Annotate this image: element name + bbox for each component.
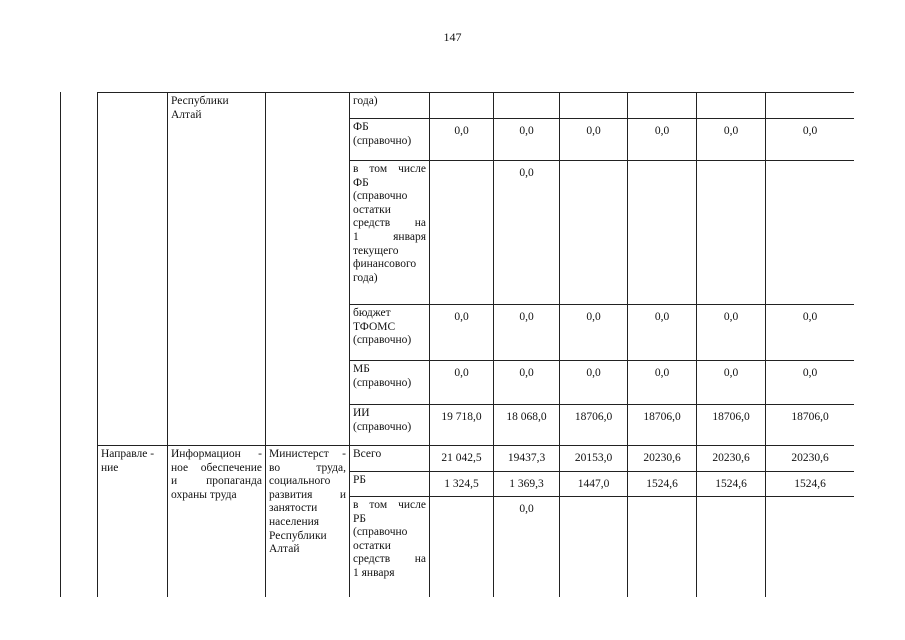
value-cell xyxy=(697,305,766,361)
table-row xyxy=(98,93,855,119)
value-cell-text: 18706,0 xyxy=(643,411,681,423)
value-cell-text: 0,0 xyxy=(519,125,534,137)
funding-source-line: года) xyxy=(353,271,378,284)
value-cell-text: 0,0 xyxy=(723,367,739,379)
value-cell-text: 0,0 xyxy=(454,311,469,323)
value-cell xyxy=(494,161,560,305)
budget-table-container xyxy=(97,92,854,597)
value-cell-text: 0,0 xyxy=(654,125,670,137)
value-cell xyxy=(430,446,494,472)
responsible-executor-line: населения xyxy=(269,515,320,528)
value-cell xyxy=(494,497,560,597)
value-cell-text: 0,0 xyxy=(586,367,601,379)
value-cell xyxy=(697,119,766,161)
value-cell xyxy=(560,161,628,305)
value-cell-text: 18 068,0 xyxy=(506,411,547,423)
value-cell xyxy=(628,472,697,497)
value-cell xyxy=(430,361,494,405)
funding-source-line: текущего xyxy=(353,244,399,257)
col-responsible-empty xyxy=(266,93,350,446)
funding-source-line: МБ xyxy=(353,363,370,375)
responsible-executor-line: Республики xyxy=(269,529,327,542)
value-cell-text: 20230,6 xyxy=(712,452,750,464)
funding-source-line: (справочно) xyxy=(353,376,412,389)
responsible-executor-line: во труда, xyxy=(269,461,346,474)
funding-source-line: ИИ xyxy=(353,407,370,419)
funding-source-line: (справочно) xyxy=(353,334,412,347)
funding-source-line: года) xyxy=(353,95,378,107)
value-cell xyxy=(560,93,628,119)
value-cell xyxy=(430,405,494,446)
funding-source-line: ФБ xyxy=(353,176,369,189)
value-cell xyxy=(628,161,697,305)
responsible-executor xyxy=(266,446,350,597)
value-cell xyxy=(697,161,766,305)
funding-source-line: (справочно xyxy=(353,526,408,539)
funding-source-line: в том числе xyxy=(353,163,426,175)
value-cell-text: 0,0 xyxy=(519,311,534,323)
funding-source-line: ФБ xyxy=(353,121,369,133)
responsible-executor-line: социального xyxy=(269,475,331,488)
value-cell-text: 19 718,0 xyxy=(441,411,482,423)
value-cell xyxy=(430,497,494,597)
value-cell xyxy=(560,361,628,405)
value-cell xyxy=(766,305,855,361)
value-cell-text: 0,0 xyxy=(519,503,534,515)
funding-source-line: бюджет xyxy=(353,307,391,319)
responsible-executor-line: Министерст - xyxy=(269,448,346,460)
value-cell-text: 19437,3 xyxy=(507,452,546,464)
executor-continuation xyxy=(168,93,266,446)
value-cell xyxy=(766,405,855,446)
direction-label xyxy=(98,446,168,597)
value-cell xyxy=(430,93,494,119)
value-cell xyxy=(560,446,628,472)
funding-source-line: РБ xyxy=(353,512,366,525)
value-cell-text: 0,0 xyxy=(519,367,534,379)
activity-name-line: и пропаганда xyxy=(171,475,262,488)
left-margin-rule xyxy=(60,92,61,597)
responsible-executor-line: Алтай xyxy=(269,543,300,556)
funding-source xyxy=(350,472,430,497)
executor-continuation-text: Республики Алтай xyxy=(171,95,229,121)
funding-source xyxy=(350,446,430,472)
value-cell xyxy=(560,497,628,597)
value-cell xyxy=(628,405,697,446)
value-cell xyxy=(628,497,697,597)
value-cell-text: 0,0 xyxy=(802,311,818,323)
funding-source xyxy=(350,119,430,161)
funding-source xyxy=(350,93,430,119)
value-cell-text: 18706,0 xyxy=(791,411,829,423)
value-cell-text: 0,0 xyxy=(519,167,534,179)
value-cell xyxy=(697,361,766,405)
value-cell xyxy=(628,446,697,472)
value-cell xyxy=(766,446,855,472)
value-cell xyxy=(494,93,560,119)
value-cell xyxy=(766,161,855,305)
value-cell-text: 18706,0 xyxy=(712,411,750,423)
value-cell-text: 21 042,5 xyxy=(441,452,482,464)
value-cell-text: 0,0 xyxy=(454,125,469,137)
value-cell xyxy=(430,305,494,361)
value-cell xyxy=(494,119,560,161)
funding-source-line: (справочно) xyxy=(353,420,412,433)
value-cell-text: 0,0 xyxy=(654,367,670,379)
value-cell xyxy=(697,497,766,597)
funding-source-line: средств на xyxy=(353,553,426,566)
funding-source-line: средств на xyxy=(353,217,426,230)
value-cell xyxy=(494,405,560,446)
funding-source xyxy=(350,361,430,405)
value-cell-text: 0,0 xyxy=(723,311,739,323)
value-cell-text: 1524,6 xyxy=(646,478,678,490)
value-cell xyxy=(560,405,628,446)
funding-source-line: Всего xyxy=(353,448,382,460)
value-cell xyxy=(697,405,766,446)
value-cell-text: 0,0 xyxy=(802,367,818,379)
funding-source xyxy=(350,305,430,361)
value-cell xyxy=(697,472,766,497)
col-direction-empty xyxy=(98,93,168,446)
funding-source-line: 1 января xyxy=(353,566,395,579)
value-cell xyxy=(494,472,560,497)
value-cell xyxy=(430,119,494,161)
value-cell-text: 1447,0 xyxy=(577,478,610,490)
direction-label-line: ние xyxy=(101,461,119,474)
value-cell xyxy=(560,472,628,497)
value-cell-text: 20153,0 xyxy=(574,452,613,464)
value-cell xyxy=(560,305,628,361)
activity-name xyxy=(168,446,266,597)
direction-label-line: Направле - xyxy=(101,448,155,460)
funding-source xyxy=(350,497,430,597)
value-cell xyxy=(766,497,855,597)
value-cell xyxy=(628,361,697,405)
value-cell xyxy=(697,446,766,472)
value-cell xyxy=(628,305,697,361)
value-cell xyxy=(697,93,766,119)
funding-source-line: ТФОМС xyxy=(353,320,396,333)
value-cell xyxy=(628,93,697,119)
value-cell-text: 0,0 xyxy=(654,311,670,323)
funding-source-line: финансового xyxy=(353,258,417,271)
activity-name-line: охраны труда xyxy=(171,488,237,501)
funding-source xyxy=(350,405,430,446)
responsible-executor-line: занятости xyxy=(269,502,318,515)
value-cell-text: 20230,6 xyxy=(643,452,681,464)
value-cell xyxy=(494,305,560,361)
value-cell xyxy=(766,93,855,119)
funding-source-line: (справочно) xyxy=(353,134,412,147)
funding-source-line: (справочно xyxy=(353,190,408,203)
funding-source-line: РБ xyxy=(353,474,366,486)
responsible-executor-line: развития и xyxy=(269,488,346,501)
value-cell-text: 1524,6 xyxy=(715,478,747,490)
value-cell-text: 1 324,5 xyxy=(444,478,479,490)
budget-table xyxy=(97,92,854,597)
value-cell xyxy=(766,472,855,497)
value-cell-text: 18706,0 xyxy=(574,411,613,423)
activity-name-line: ное обеспечение xyxy=(171,461,262,474)
funding-source-line: остатки xyxy=(353,539,391,552)
value-cell xyxy=(430,472,494,497)
value-cell xyxy=(560,119,628,161)
page-number: 147 xyxy=(443,30,462,44)
value-cell-text: 0,0 xyxy=(802,125,818,137)
value-cell-text: 0,0 xyxy=(586,311,601,323)
funding-source xyxy=(350,161,430,305)
activity-name-line: Информацион - xyxy=(171,448,262,460)
value-cell-text: 1 369,3 xyxy=(509,478,544,490)
table-row xyxy=(98,446,855,472)
value-cell xyxy=(430,161,494,305)
value-cell-text: 0,0 xyxy=(723,125,739,137)
value-cell xyxy=(766,361,855,405)
value-cell-text: 0,0 xyxy=(454,367,469,379)
value-cell-text: 1524,6 xyxy=(794,478,826,490)
value-cell xyxy=(628,119,697,161)
value-cell xyxy=(494,446,560,472)
value-cell-text: 0,0 xyxy=(586,125,601,137)
funding-source-line: 1 января xyxy=(353,230,426,243)
value-cell xyxy=(494,361,560,405)
value-cell xyxy=(766,119,855,161)
funding-source-line: в том числе xyxy=(353,499,426,511)
value-cell-text: 20230,6 xyxy=(791,452,829,464)
funding-source-line: остатки xyxy=(353,203,391,216)
